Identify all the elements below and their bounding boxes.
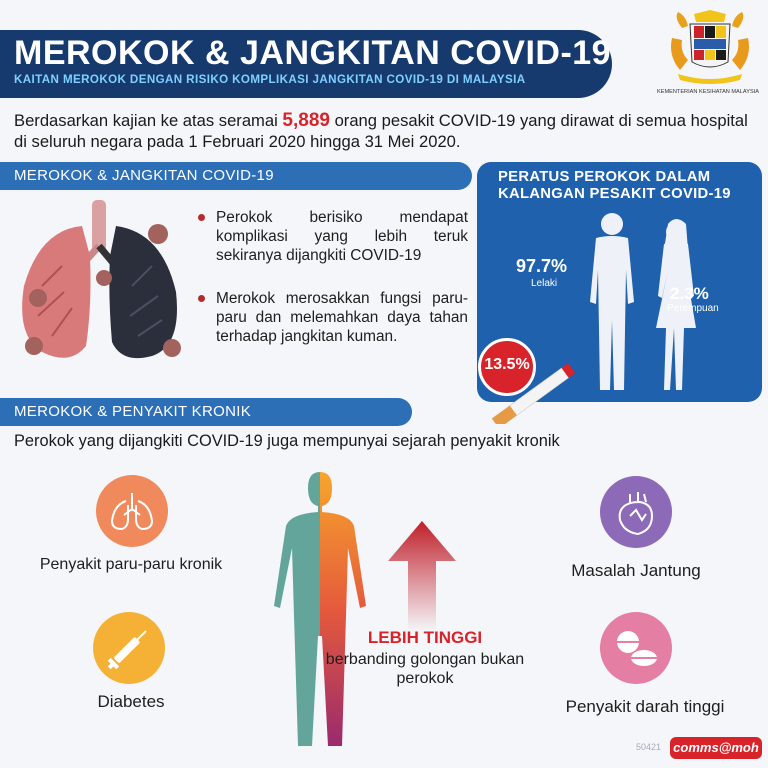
patient-count: 5,889 — [282, 110, 330, 131]
up-arrow-icon — [386, 519, 458, 631]
female-percentage: 2.3% — [670, 284, 709, 303]
diabetes-label: Diabetes — [97, 692, 165, 711]
higher-label: LEBIH TINGGI — [367, 628, 483, 647]
hypertension-circle — [600, 612, 672, 684]
page-title: MEROKOK & JANGKITAN COVID-19 — [14, 34, 612, 72]
bullet-item: Perokok berisiko mendapat komplikasi yang lebih teruk sekiranya dijangkiti COVID-19 — [198, 208, 468, 265]
bullet-item: Merokok merosakkan fungsi paru-paru dan melemahkan daya tahan terhadap jangkitan kuman. — [198, 289, 468, 346]
chronic-intro-text: Perokok yang dijangkiti COVID-19 juga mempunyai sejarah penyakit kronik — [14, 432, 560, 450]
covid-bullet-list — [198, 208, 468, 370]
malaysia-crest-logo — [664, 8, 756, 88]
female-label: Perempuan — [667, 303, 719, 314]
diabetes-circle — [93, 612, 165, 684]
syringe-icon — [93, 612, 165, 684]
heart-disease-label: Masalah Jantung — [571, 561, 701, 580]
male-percentage: 97.7% — [516, 256, 568, 276]
lung-disease-label: Penyakit paru-paru kronik — [39, 556, 223, 573]
comparison-text: berbanding golongan bukan perokok — [325, 651, 525, 687]
pills-icon — [600, 612, 672, 684]
intro-before: Berdasarkan kajian ke atas seramai — [14, 111, 283, 130]
heart-disease-circle — [600, 476, 672, 548]
brand-text: comms@moh — [673, 740, 759, 755]
section-label-covid: MEROKOK & JANGKITAN COVID-19 — [14, 167, 274, 184]
ministry-name: KEMENTERIAN KESIHATAN MALAYSIA — [657, 89, 759, 95]
male-label: Lelaki — [531, 278, 558, 289]
smoker-percentage: 13.5% — [484, 356, 530, 373]
hypertension-label: Penyakit darah tinggi — [565, 697, 725, 716]
lungs-illustration — [12, 196, 188, 372]
intro-text — [14, 110, 764, 152]
lung-disease-circle — [96, 475, 168, 547]
footer-code: 50421 — [636, 742, 662, 752]
lungs-icon — [96, 475, 168, 547]
intro-after: orang pesakit COVID-19 yang dirawat di semua hospital di seluruh negara pada 1 Februari 2020 hingga 31 Mei 2020. — [14, 111, 748, 151]
heart-organ-icon — [600, 476, 672, 548]
page-subtitle: KAITAN MEROKOK DENGAN RISIKO KOMPLIKASI JANGKITAN COVID-19 DI MALAYSIA — [14, 73, 526, 86]
stats-panel-title: PERATUS PEROKOK DALAM KALANGAN PESAKIT COVID-19 — [498, 169, 731, 202]
section-label-chronic: MEROKOK & PENYAKIT KRONIK — [14, 403, 251, 420]
human-body-illustration — [250, 466, 390, 756]
